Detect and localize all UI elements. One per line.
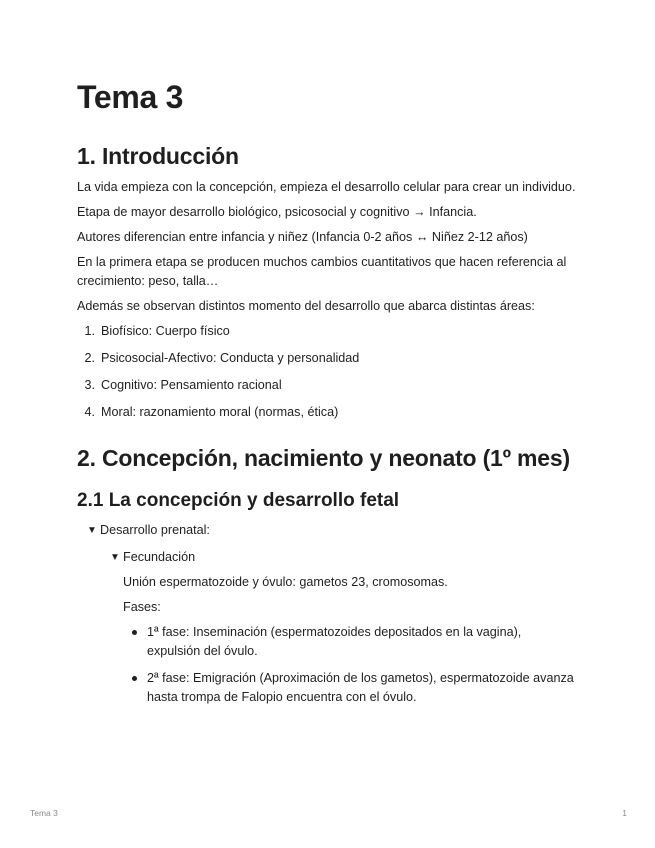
toggle-content — [110, 548, 577, 707]
areas-list — [77, 322, 577, 422]
triangle-down-icon[interactable]: ▼ — [87, 525, 97, 536]
heading-concepcion: 2. Concepción, nacimiento y neonato (1º mes) — [77, 445, 570, 471]
fecundacion-content — [123, 573, 577, 707]
bullet-icon — [123, 669, 147, 707]
list-item: 2ª fase: Emigración (Aproximación de los gametos), espermatozoide avanza hasta trompa de Falopio encuentra con el óvulo. — [123, 669, 577, 707]
list-item: 4. Moral: razonamiento moral (normas, ética) — [84, 405, 339, 419]
paragraph: Etapa de mayor desarrollo biológico, psicosocial y cognitivo → Infancia. — [77, 205, 477, 219]
paragraph: En la primera etapa se producen muchos cambios cuantitativos que hacen referencia al crecimiento: peso, talla… — [77, 255, 567, 288]
paragraph: La vida empieza con la concepción, empieza el desarrollo celular para crear un individuo. — [77, 180, 576, 194]
toggle-fecundacion[interactable] — [110, 548, 577, 567]
paragraph: Autores diferencian entre infancia y niñez (Infancia 0-2 años ↔ Niñez 2-12 años) — [77, 230, 528, 244]
bullet-icon — [123, 623, 147, 661]
paragraph: Además se observan distintos momento del desarrollo que abarca distintas áreas: — [77, 299, 535, 313]
document-page — [77, 78, 577, 715]
fases-list — [123, 623, 577, 707]
list-item: 1. Biofísico: Cuerpo físico — [84, 324, 230, 338]
subheading-concepcion-desarrollo: 2.1 La concepción y desarrollo fetal — [77, 490, 400, 511]
toggle-desarrollo-prenatal[interactable] — [87, 521, 577, 540]
heading-introduccion: 1. Introducción — [77, 143, 239, 169]
footer-title: Tema 3 — [30, 808, 58, 818]
paragraph: Unión espermatozoide y óvulo: gametos 23, cromosomas. — [123, 575, 448, 589]
list-item: 3. Cognitivo: Pensamiento racional — [84, 378, 282, 392]
page-title: Tema 3 — [77, 79, 184, 115]
page-number: 1 — [622, 808, 627, 818]
toggle-label: Desarrollo prenatal: — [100, 523, 210, 537]
paragraph: Fases: — [123, 600, 161, 614]
triangle-down-icon[interactable]: ▼ — [110, 552, 120, 563]
list-item: 2. Psicosocial-Afectivo: Conducta y personalidad — [84, 351, 360, 365]
list-item: 1ª fase: Inseminación (espermatozoides depositados en la vagina), expulsión del óvulo. — [123, 623, 577, 661]
toggle-label: Fecundación — [123, 550, 196, 564]
